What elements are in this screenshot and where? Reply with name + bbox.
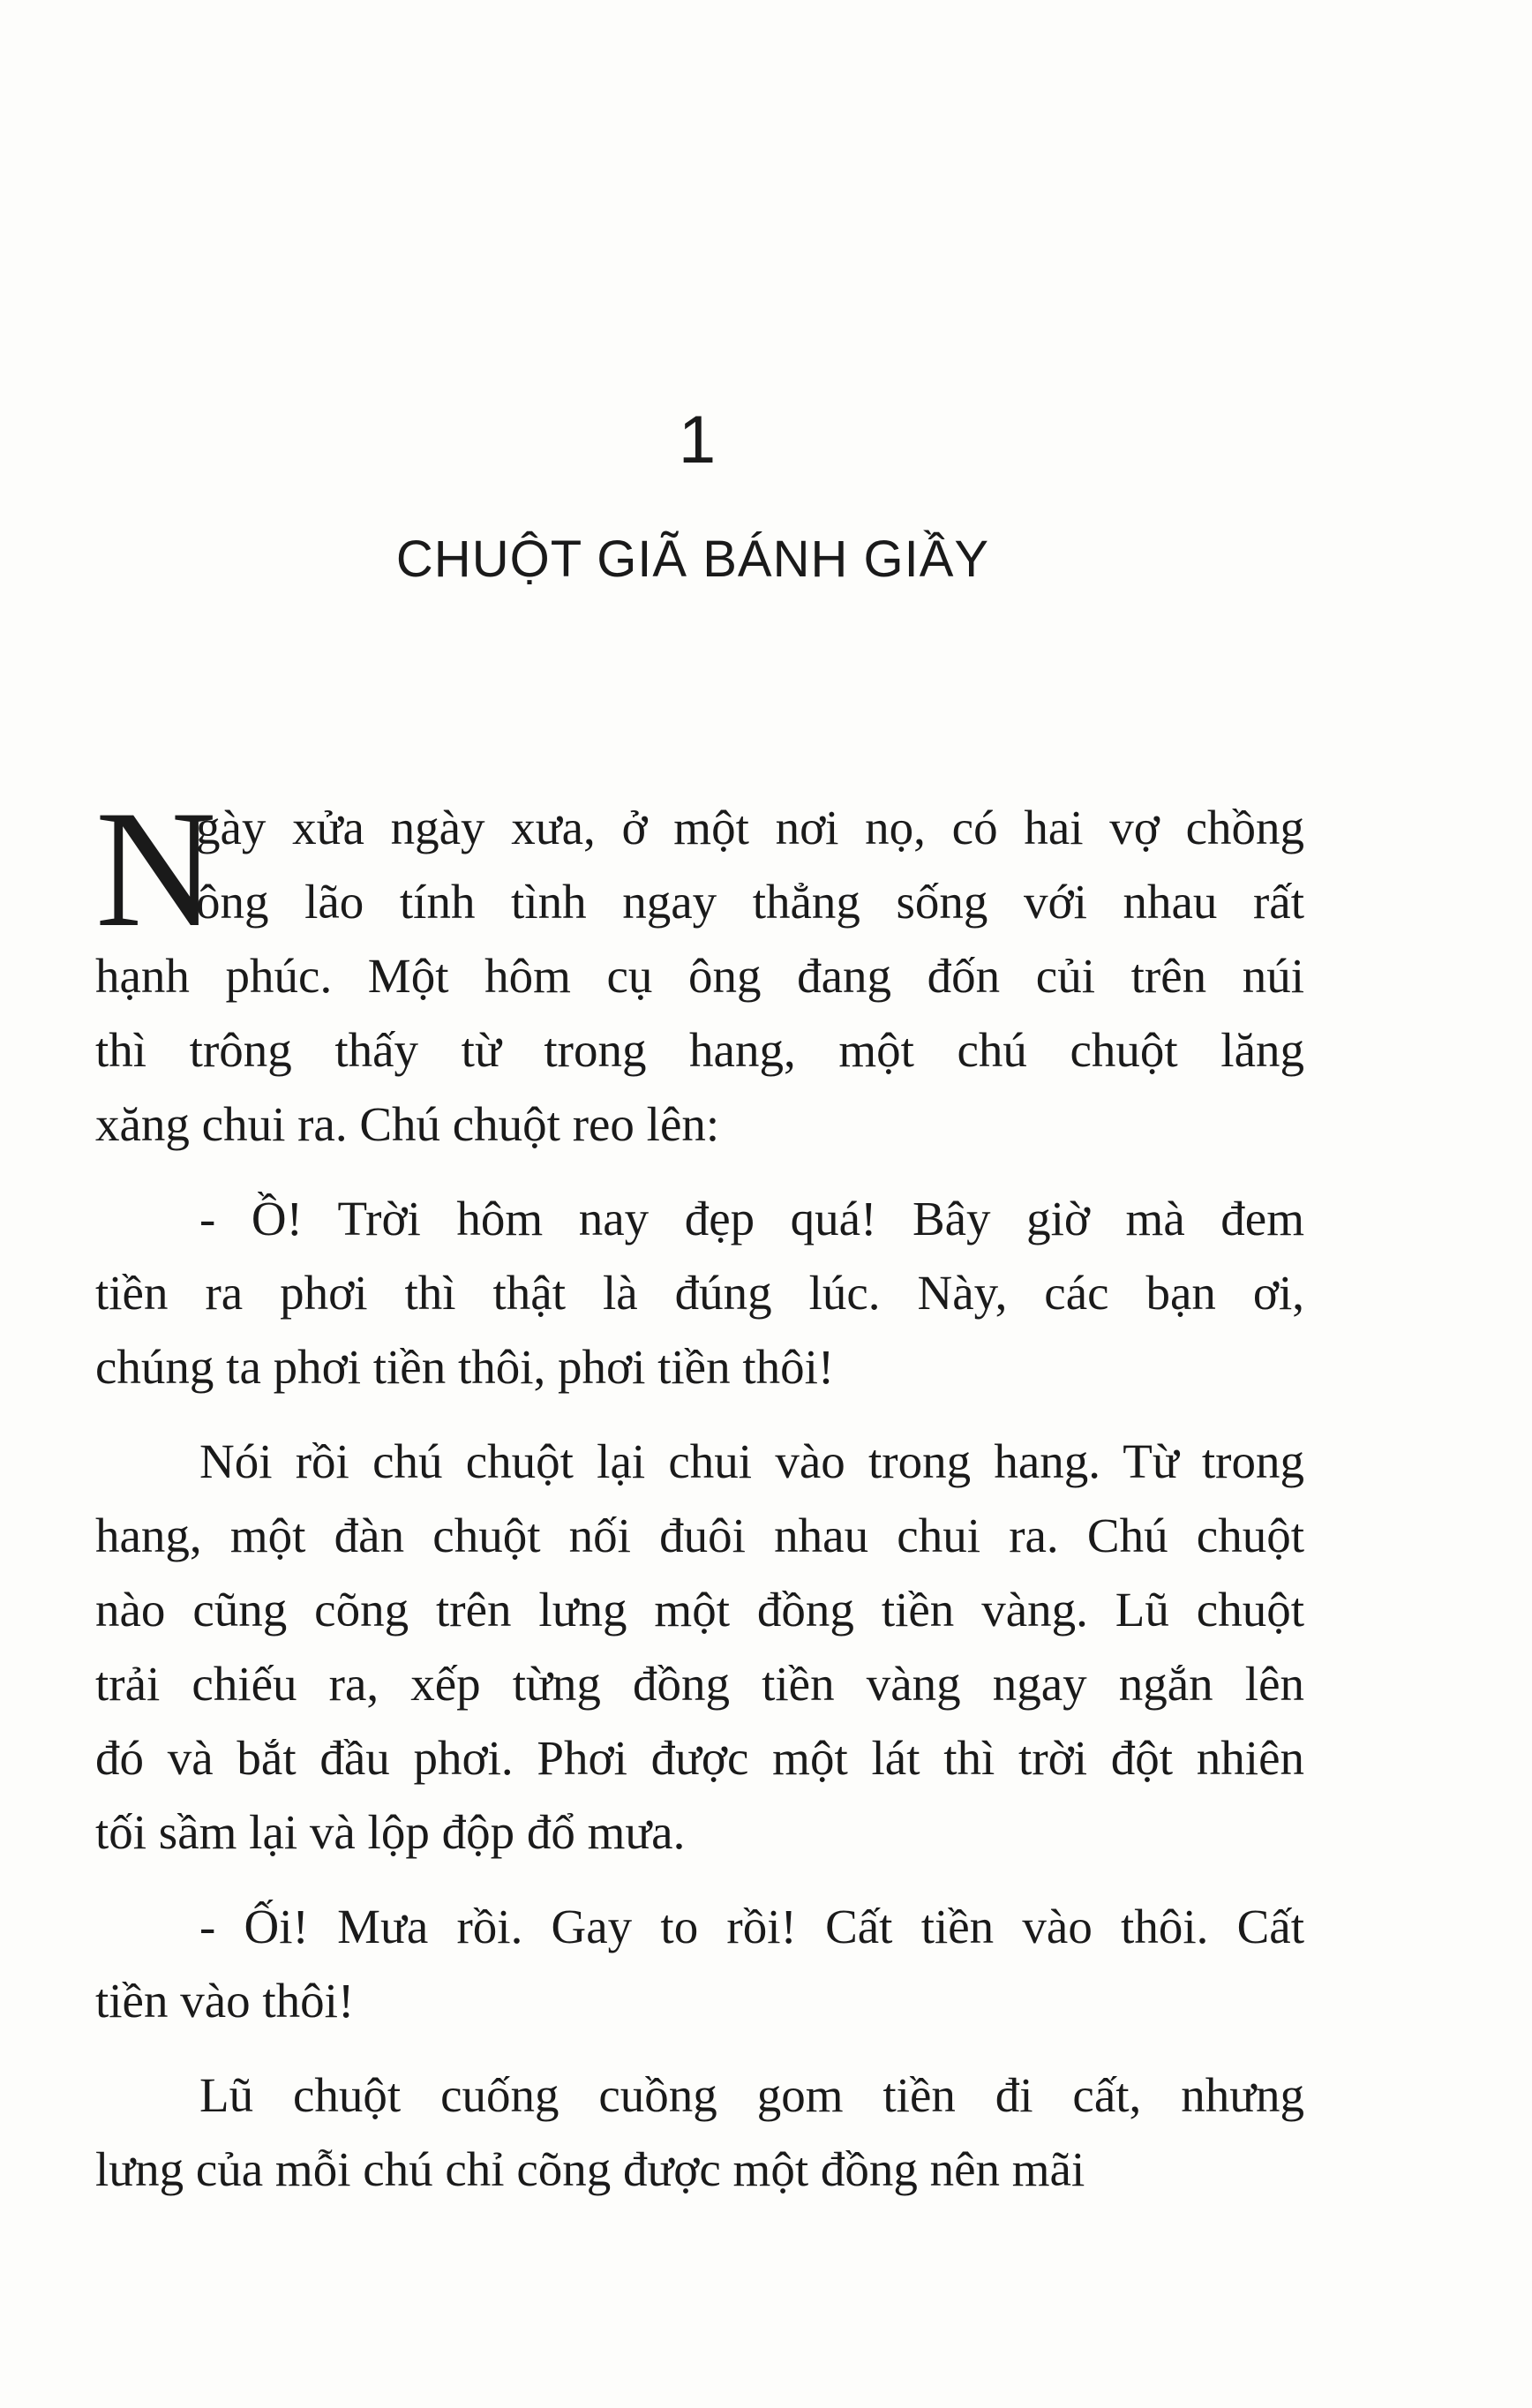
text-line: gày xửa ngày xưa, ở một nơi nọ, có hai vợ chồng — [196, 801, 1304, 854]
text-line: chúng ta phơi tiền thôi, phơi tiền thôi! — [95, 1340, 835, 1394]
text-line: trải chiếu ra, xếp từng đồng tiền vàng ngay ngắn lên — [95, 1657, 1304, 1711]
text-line: hang, một đàn chuột nối đuôi nhau chui ra. Chú chuột — [95, 1509, 1304, 1562]
text-line: tối sầm lại và lộp độp đổ mưa. — [95, 1805, 686, 1859]
text-line: tiền ra phơi thì thật là đúng lúc. Này, các bạn ơi, — [95, 1266, 1304, 1320]
text-line: ông lão tính tình ngay thẳng sống với nhau rất — [196, 875, 1304, 929]
text-line: - Ồ! Trời hôm nay đẹp quá! Bây giờ mà đem — [199, 1192, 1304, 1245]
text-line: hạnh phúc. Một hôm cụ ông đang đốn củi trên núi — [95, 949, 1304, 1003]
text-line: xăng chui ra. Chú chuột reo lên: — [95, 1097, 720, 1151]
paragraph — [95, 777, 1304, 1162]
chapter-number: 1 — [678, 403, 717, 478]
paragraph — [95, 1425, 1304, 1870]
paragraph — [95, 1182, 1304, 1404]
chapter-title: CHUỘT GIÃ BÁNH GIẦY — [395, 531, 990, 588]
paragraph — [95, 1890, 1304, 2038]
text-line: thì trông thấy từ trong hang, một chú chuột lăng — [95, 1023, 1304, 1077]
text-line: đó và bắt đầu phơi. Phơi được một lát thì trời đột nhiên — [95, 1731, 1304, 1785]
story-text — [95, 777, 1304, 2227]
text-line: Lũ chuột cuống cuồng gom tiền đi cất, nhưng — [199, 2068, 1304, 2122]
text-line: - Ối! Mưa rồi. Gay to rồi! Cất tiền vào thôi. Cất — [199, 1900, 1304, 1953]
text-line: lưng của mỗi chú chỉ cõng được một đồng nên mãi — [95, 2142, 1085, 2196]
text-line: tiền vào thôi! — [95, 1974, 355, 2028]
drop-cap: N — [95, 777, 217, 962]
paragraph — [95, 2058, 1304, 2207]
text-line: nào cũng cõng trên lưng một đồng tiền vàng. Lũ chuột — [95, 1583, 1304, 1637]
text-line: Nói rồi chú chuột lại chui vào trong hang. Từ trong — [199, 1434, 1304, 1488]
